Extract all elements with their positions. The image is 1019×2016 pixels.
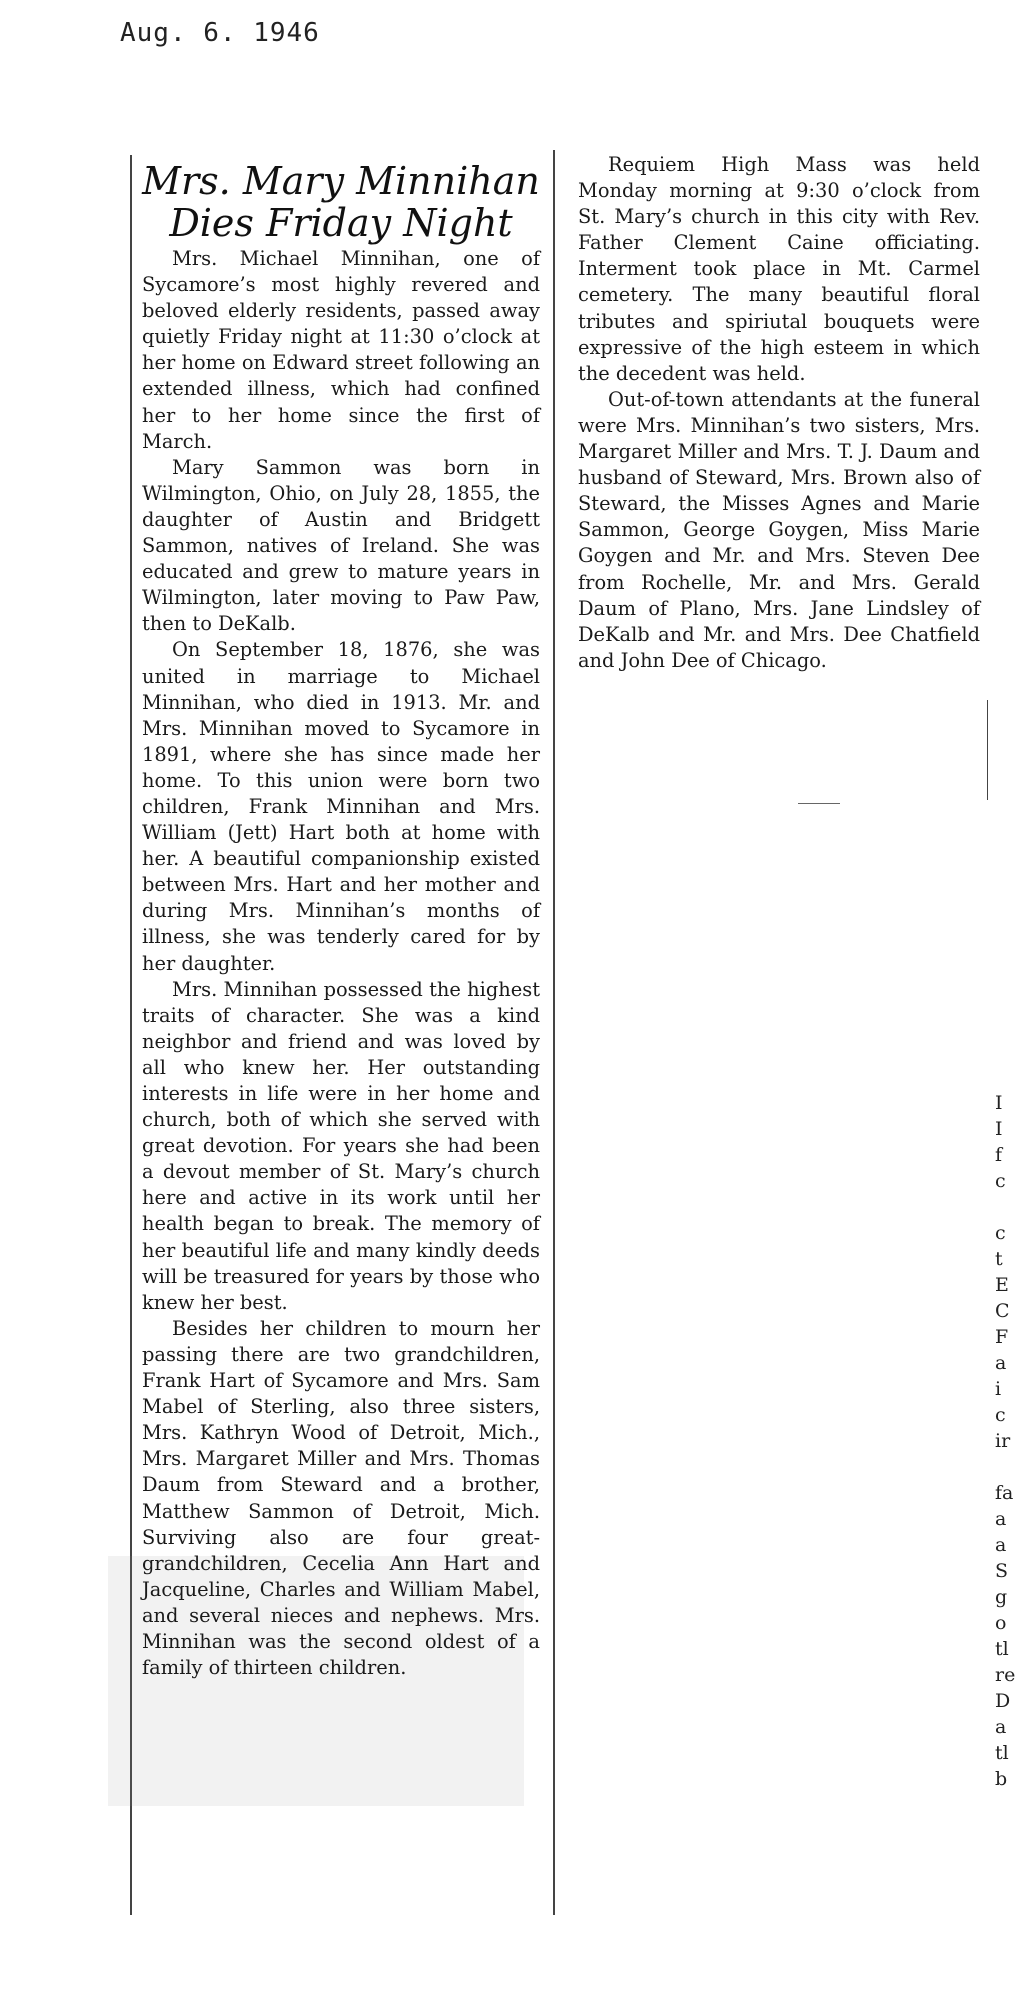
paragraph: Mary Sammon was born in Wilmington, Ohio, on July 28, 1855, the daughter of Austin and Bridgett Sammon, natives of Ireland. She was educated and grew to mature years in Wilmington, later moving to Paw Paw, then to DeKalb. <box>142 455 540 636</box>
fragment-letter: i <box>995 1378 1002 1400</box>
fragment-letter: c <box>995 1170 1006 1192</box>
fragment-letter: a <box>995 1716 1007 1738</box>
headline-line-1: Mrs. Mary Minnihan <box>142 159 540 203</box>
fragment-letter: I <box>995 1118 1003 1140</box>
fragment-letter: g <box>995 1586 1008 1608</box>
fragment-letter: ir <box>995 1430 1011 1452</box>
clipping-date: Aug. 6. 1946 <box>120 18 320 48</box>
fragment-letter: re <box>995 1664 1016 1686</box>
fragment-letter: b <box>995 1768 1008 1790</box>
headline <box>142 160 540 244</box>
fragment-letter <box>995 1194 1019 1220</box>
fragment-letter <box>995 1454 1019 1480</box>
headline-line-2: Dies Friday Night <box>169 201 513 245</box>
fragment-letter: E <box>995 1274 1009 1296</box>
right-column-rule <box>987 700 988 800</box>
paragraph: On September 18, 1876, she was united in marriage to Michael Minnihan, who died in 1913. Mr. and Mrs. Minnihan moved to Sycamore in 1891, where she has since made her home. To this union were born two children, Frank Minnihan and Mrs. William (Jett) Hart both at home with her. A beautiful companionship existed between Mrs. Hart and her mother and during Mrs. Minnihan’s months of illness, she was tenderly cared for by her daughter. <box>142 638 540 975</box>
middle-column-rule <box>553 150 555 1915</box>
fragment-letter: tl <box>995 1742 1009 1764</box>
fragment-letter: a <box>995 1508 1007 1530</box>
paragraph: Besides her children to mourn her passing there are two grandchildren, Frank Hart of Sycamore and Mrs. Sam Mabel of Sterling, also three sisters, Mrs. Kathryn Wood of Detroit, Mich., Mrs. Margaret Miller and Mrs. Thomas Daum from Steward and a brother, Matthew Sammon of Detroit, Mich. Surviving also are four great-grandchildren, Cecelia Ann Hart and Jacqueline, Charles and William Mabel, and several nieces and nephews. Mrs. Minnihan was the second oldest of a family of thirteen children. <box>142 1316 540 1680</box>
fragment-letter: a <box>995 1534 1007 1556</box>
fragment-letter: o <box>995 1612 1007 1634</box>
fragment-letter: tl <box>995 1638 1009 1660</box>
fragment-letter: I <box>995 1092 1003 1114</box>
fragment-letter: f <box>995 1144 1003 1166</box>
fragment-letter: c <box>995 1404 1006 1426</box>
end-rule <box>798 803 840 804</box>
neighbor-column-fragments <box>995 1090 1019 1792</box>
fragment-letter: C <box>995 1300 1010 1322</box>
paragraph: Mrs. Michael Minnihan, one of Sycamore’s most highly revered and beloved elderly residents, passed away quietly Friday night at 11:30 o’clock at her home on Edward street following an extended illness, which had confined her to her home since the first of March. <box>142 247 540 453</box>
paragraph: Requiem High Mass was held Monday morning at 9:30 o’clock from St. Mary’s church in this city with Rev. Father Clement Caine officiating. Interment took place in Mt. Carmel cemetery. The many beautiful floral tributes and spiriutal bouquets were expressive of the high esteem in which the decedent was held. <box>578 153 980 385</box>
article-column-1 <box>142 160 540 1681</box>
fragment-letter: c <box>995 1222 1006 1244</box>
fragment-letter: S <box>995 1560 1009 1582</box>
fragment-letter: a <box>995 1352 1007 1374</box>
article-column-2 <box>578 152 980 674</box>
paragraph: Out-of-town attendants at the funeral were Mrs. Minnihan’s two sisters, Mrs. Margaret Miller and Mrs. T. J. Daum and husband of Steward, Mrs. Brown also of Steward, the Misses Agnes and Marie Sammon, George Goygen, Miss Marie Goygen and Mr. and Mrs. Steven Dee from Rochelle, Mr. and Mrs. Gerald Daum of Plano, Mrs. Jane Lindsley of DeKalb and Mr. and Mrs. Dee Chatfield and John Dee of Chicago. <box>578 387 980 672</box>
fragment-letter: fa <box>995 1482 1014 1504</box>
fragment-letter: D <box>995 1690 1011 1712</box>
fragment-letter: F <box>995 1326 1009 1348</box>
paragraph: Mrs. Minnihan possessed the highest traits of character. She was a kind neighbor and friend and was loved by all who knew her. Her outstanding interests in life were in her home and church, both of which she served with great devotion. For years she had been a devout member of St. Mary’s church here and active in its work until her health began to break. The memory of her beautiful life and many kindly deeds will be treasured for years by those who knew her best. <box>142 977 540 1314</box>
fragment-letter: t <box>995 1248 1003 1270</box>
